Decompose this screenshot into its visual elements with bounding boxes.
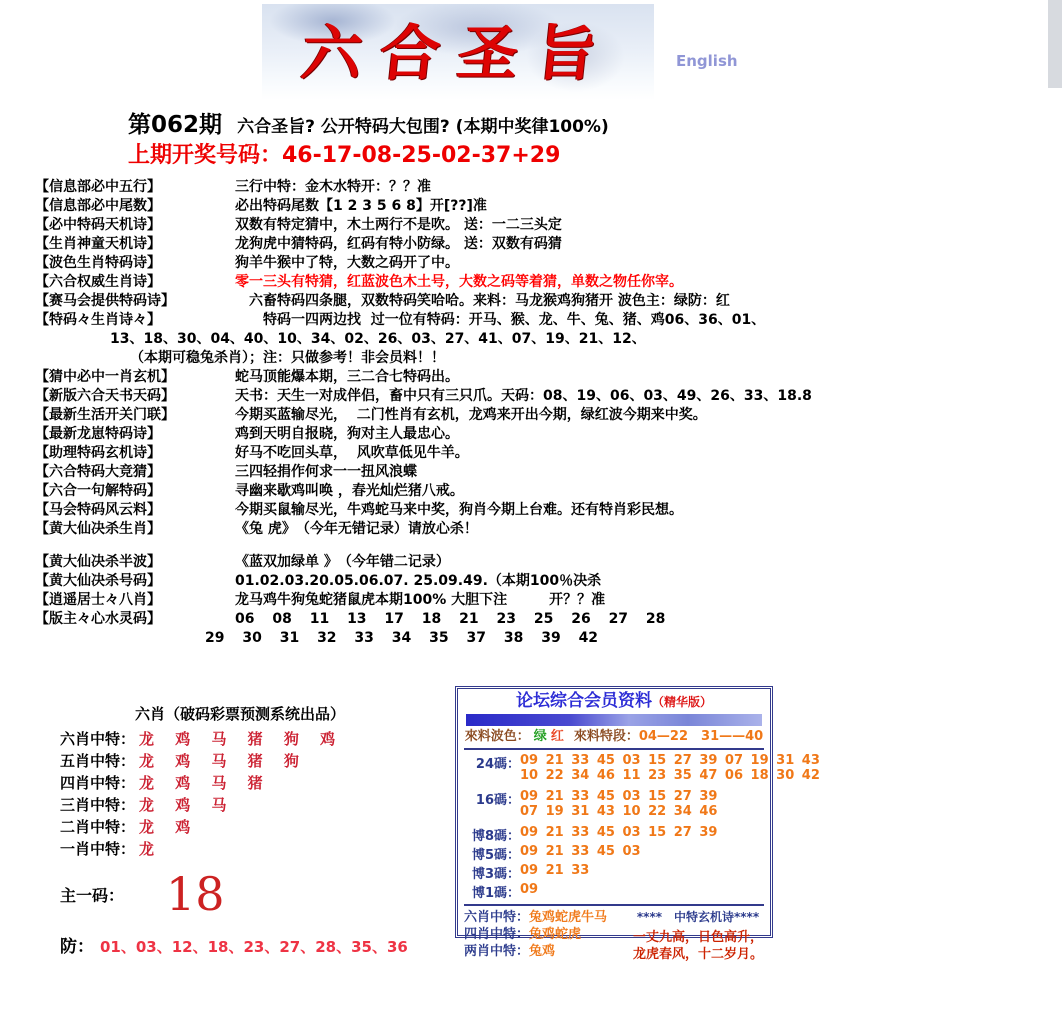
code-row bbox=[464, 753, 820, 783]
six-xiao-row-label: 一肖中特： bbox=[60, 840, 136, 858]
code-line: 09 21 33 45 03 bbox=[520, 844, 641, 859]
code-row bbox=[464, 844, 764, 863]
six-xiao-title: 六肖（破码彩票预测系统出品） bbox=[134, 705, 345, 723]
tip-text: 《蓝双加绿单 》 （今年错二记录） bbox=[235, 554, 450, 570]
tip-continuation: 29 30 31 32 33 34 35 37 38 39 42 bbox=[205, 630, 599, 646]
tip-row bbox=[35, 197, 1045, 216]
gradient-bar bbox=[466, 714, 762, 726]
six-xiao-rows bbox=[60, 728, 440, 860]
main-code-label: 主一码： bbox=[60, 885, 125, 905]
six-xiao-row bbox=[60, 728, 440, 750]
member-box-title-suffix: （精华版） bbox=[651, 695, 712, 709]
code-row-label: 博8碼： bbox=[471, 829, 520, 844]
code-row-label: 24碼： bbox=[475, 757, 520, 772]
code-line: 09 21 33 45 03 15 27 39 bbox=[520, 789, 718, 804]
tip-text: 01.02.03.20.05.06.07. 25.09.49.（本期100％决杀 bbox=[235, 573, 602, 589]
tip-text: 三四轻捐作何求一一扭风浪蝶 bbox=[235, 464, 417, 480]
zodiac-row bbox=[464, 943, 632, 960]
six-xiao-row-value: 龙 鸡 马 bbox=[139, 796, 235, 814]
tip-label: 【信息部必中尾数】 bbox=[35, 198, 161, 214]
six-xiao-row bbox=[60, 750, 440, 772]
tip-text: 鸡到天明自报晓，狗对主人最忠心。 bbox=[235, 426, 459, 442]
code-row-lines bbox=[520, 753, 820, 783]
tip-text: 天书：天生一对成伴侣，畜中只有三只爪。天码：08、19、06、03、49、26、33、18.8 bbox=[235, 388, 812, 404]
mystery-poem bbox=[632, 929, 764, 963]
tip-label: 【马会特码风云料】 bbox=[35, 502, 161, 518]
tip-row bbox=[35, 254, 1045, 273]
tip-row bbox=[35, 482, 1045, 501]
wave-green-value: 绿 bbox=[533, 729, 547, 744]
six-xiao-row-label: 三肖中特： bbox=[60, 796, 136, 814]
divider bbox=[464, 748, 764, 750]
tip-text: 龙马鸡牛狗兔蛇猪鼠虎本期100% 大胆下注 开？？准 bbox=[235, 592, 606, 608]
six-xiao-row bbox=[60, 838, 440, 860]
tip-text: 06 08 11 13 17 18 21 23 25 26 27 28 bbox=[235, 611, 666, 627]
tip-text: 特码一四两边找 过一位有特码：开马、猴、龙、牛、兔、猪、鸡06、36、01、 bbox=[235, 312, 766, 328]
zodiac-rows bbox=[464, 909, 632, 963]
tip-row bbox=[35, 311, 1045, 330]
tip-label: 【六合一句解特码】 bbox=[35, 483, 161, 499]
tip-label: 【黄大仙决杀半波】 bbox=[35, 554, 161, 570]
code-line: 09 21 33 45 03 15 27 39 bbox=[520, 825, 718, 840]
guard-row bbox=[60, 932, 440, 957]
divider bbox=[464, 904, 764, 906]
code-row-label: 16碼： bbox=[475, 793, 520, 808]
six-xiao-row-value: 龙 鸡 bbox=[139, 818, 199, 836]
code-row-label: 博5碼： bbox=[471, 848, 520, 863]
zodiac-row-label: 两肖中特： bbox=[464, 944, 530, 959]
six-xiao-row-label: 五肖中特： bbox=[60, 752, 136, 770]
tip-label: 【黄大仙决杀号码】 bbox=[35, 573, 161, 589]
tip-row bbox=[35, 553, 1045, 572]
zodiac-row-value: 兔鸡蛇虎牛马 bbox=[529, 910, 608, 925]
tip-row bbox=[35, 501, 1045, 520]
six-xiao-panel bbox=[60, 703, 440, 957]
code-row-lines bbox=[520, 789, 764, 819]
tip-row bbox=[35, 444, 1045, 463]
six-xiao-row-label: 四肖中特： bbox=[60, 774, 136, 792]
tip-row bbox=[35, 178, 1045, 197]
tips-list bbox=[35, 178, 1045, 648]
tip-row bbox=[35, 368, 1045, 387]
tip-row bbox=[35, 273, 1045, 292]
tip-label: 【版主々心水灵码】 bbox=[35, 611, 161, 627]
tip-label: 【猜中必中一肖玄机】 bbox=[35, 369, 175, 385]
tip-label: 【必中特码天机诗】 bbox=[35, 217, 161, 233]
code-row bbox=[464, 882, 764, 901]
main-code-value: 18 bbox=[166, 867, 225, 921]
six-xiao-row-value: 龙 鸡 马 猪 狗 bbox=[139, 752, 307, 770]
member-info-box bbox=[455, 686, 820, 962]
tip-row bbox=[35, 387, 1045, 406]
tip-label: 【生肖神童天机诗】 bbox=[35, 236, 161, 252]
last-draw-numbers: 上期开奖号码：46-17-08-25-02-37+29 bbox=[128, 143, 561, 168]
main-code-row bbox=[60, 867, 440, 921]
issue-number: 第062期 bbox=[128, 112, 223, 138]
code-row-lines bbox=[520, 844, 764, 863]
six-xiao-row-value: 龙 bbox=[139, 840, 163, 858]
zodiac-row-value: 兔鸡蛇虎 bbox=[529, 927, 582, 942]
tip-row bbox=[35, 425, 1045, 444]
zodiac-row bbox=[464, 909, 632, 926]
code-row-lines bbox=[520, 882, 764, 901]
tip-row bbox=[35, 292, 1045, 311]
logo-title: 六合圣旨 bbox=[298, 19, 618, 89]
code-line: 09 21 33 45 03 15 27 39 07 19 31 43 bbox=[520, 753, 820, 768]
tip-row bbox=[35, 216, 1045, 235]
tip-label: 【信息部必中五行】 bbox=[35, 179, 161, 195]
tip-label: 【六合权威生肖诗】 bbox=[35, 274, 161, 290]
zodiac-row bbox=[464, 926, 632, 943]
zodiac-row-label: 六肖中特： bbox=[464, 910, 530, 925]
poem-line: 一丈九高，日色高升， bbox=[632, 930, 763, 945]
code-rows bbox=[464, 753, 820, 901]
english-link[interactable]: English bbox=[676, 52, 738, 70]
corner-strip bbox=[1048, 0, 1062, 88]
code-row bbox=[464, 825, 764, 844]
code-row-lines bbox=[520, 863, 764, 882]
code-row-label: 博3碼： bbox=[471, 867, 520, 882]
member-box-title-text: 论坛综合会员资料 bbox=[515, 691, 652, 711]
guard-label: 防： bbox=[60, 937, 94, 957]
wave-label: 來料波色： bbox=[464, 729, 530, 744]
tip-label: 【赛马会提供特码诗】 bbox=[35, 293, 175, 309]
wave-line bbox=[464, 728, 764, 745]
tip-label: 【特码々生肖诗々】 bbox=[35, 312, 161, 328]
zodiac-row-label: 四肖中特： bbox=[464, 927, 530, 942]
tip-label: 【逍遥居士々八肖】 bbox=[35, 592, 161, 608]
tip-row bbox=[35, 610, 1045, 629]
tip-text: 《兔 虎》 （今年无错记录）请放心杀！ bbox=[235, 521, 478, 537]
six-xiao-row-label: 二肖中特： bbox=[60, 818, 136, 836]
tip-text: 蛇马顶能爆本期，三二合七特码出。 bbox=[235, 369, 459, 385]
tip-row bbox=[35, 572, 1045, 591]
logo-banner bbox=[262, 4, 654, 100]
six-xiao-row-value: 龙 鸡 马 猪 狗 鸡 bbox=[139, 730, 344, 748]
tip-text: 双数有特定猜中，木土两行不是吹。 送：一二三头定 bbox=[235, 217, 562, 233]
tip-continuation: （本期可稳兔杀肖）；注：只做参考！非会员料！！ bbox=[130, 350, 445, 366]
six-xiao-row bbox=[60, 772, 440, 794]
range-label: 來料特段： bbox=[573, 729, 639, 744]
tip-row bbox=[35, 520, 1045, 539]
issue-title: 六合圣旨? 公开特码大包围? (本期中奖律100%) bbox=[237, 117, 609, 137]
tip-row bbox=[35, 591, 1045, 610]
code-row bbox=[464, 789, 764, 819]
code-line: 09 21 33 bbox=[520, 863, 590, 878]
range-value: 04—22 31——40 bbox=[638, 729, 764, 744]
tip-label: 【最新龙崽特码诗】 bbox=[35, 426, 161, 442]
tip-text: 好马不吃回头草， 风吹草低见牛羊。 bbox=[235, 445, 469, 461]
issue-line bbox=[128, 106, 609, 139]
poem-line: 龙虎春风，十二岁月。 bbox=[632, 947, 763, 962]
code-line: 09 bbox=[520, 882, 539, 897]
guard-numbers: 01、03、12、18、23、27、28、35、36 bbox=[100, 938, 408, 956]
tip-text: 今期买鼠输尽光，牛鸡蛇马来中奖，狗肖今期上台难。还有特肖彩民想。 bbox=[235, 502, 683, 518]
code-line: 10 22 34 46 11 23 35 47 06 18 30 42 bbox=[520, 768, 820, 783]
tip-text: 必出特码尾数【1 2 3 5 6 8】开[??]准 bbox=[235, 198, 487, 214]
tip-label: 【六合特码大竞猜】 bbox=[35, 464, 161, 480]
tip-row bbox=[35, 235, 1045, 254]
six-xiao-row-value: 龙 鸡 马 猪 bbox=[139, 774, 271, 792]
wave-red-value: 红 bbox=[550, 729, 564, 744]
mystery-title: **** 中特玄机诗**** bbox=[636, 910, 760, 924]
tip-text: 龙狗虎中猜特码，红码有特小防绿。 送：双数有码猜 bbox=[235, 236, 562, 252]
zodiac-row-value: 兔鸡 bbox=[529, 944, 556, 959]
tip-label: 【新版六合天书天码】 bbox=[35, 388, 175, 404]
member-box-title bbox=[464, 691, 764, 712]
code-row-lines bbox=[520, 825, 764, 844]
tip-row bbox=[35, 463, 1045, 482]
mystery-panel bbox=[632, 909, 764, 963]
code-row-label: 博1碼： bbox=[471, 886, 520, 901]
code-line: 07 19 31 43 10 22 34 46 bbox=[520, 804, 718, 819]
six-xiao-row bbox=[60, 794, 440, 816]
six-xiao-row bbox=[60, 816, 440, 838]
tip-text: 零一三头有特猜，红蓝波色木土号，大数之码等着猜，单数之物任你宰。 bbox=[235, 274, 683, 290]
tip-label: 【波色生肖特码诗】 bbox=[35, 255, 161, 271]
tip-continuation: 13、18、30、04、40、10、34、02、26、03、27、41、07、19、21、12、 bbox=[110, 331, 646, 347]
tip-label: 【助理特码玄机诗】 bbox=[35, 445, 161, 461]
six-xiao-row-label: 六肖中特： bbox=[60, 730, 136, 748]
member-box-bottom bbox=[464, 909, 764, 963]
code-row bbox=[464, 863, 764, 882]
tip-text: 今期买蓝输尽光， 二门性肖有玄机，龙鸡来开出今期，绿红波今期来中奖。 bbox=[235, 407, 707, 423]
tip-text: 寻幽来歇鸡叫唤 ，春光灿烂猪八戒。 bbox=[235, 483, 464, 499]
tip-label: 【黄大仙决杀生肖】 bbox=[35, 521, 161, 537]
tip-row bbox=[35, 406, 1045, 425]
tip-text: 三行中特：金木水特开：？？准 bbox=[235, 179, 431, 195]
tip-label: 【最新生活开关门联】 bbox=[35, 407, 175, 423]
tip-text: 狗羊牛猴中了特，大数之码开了中。 bbox=[235, 255, 459, 271]
tip-text: 六畜特码四条腿，双数特码笑哈哈。来料：马龙猴鸡狗猪开 波色主：绿防：红 bbox=[235, 293, 730, 309]
